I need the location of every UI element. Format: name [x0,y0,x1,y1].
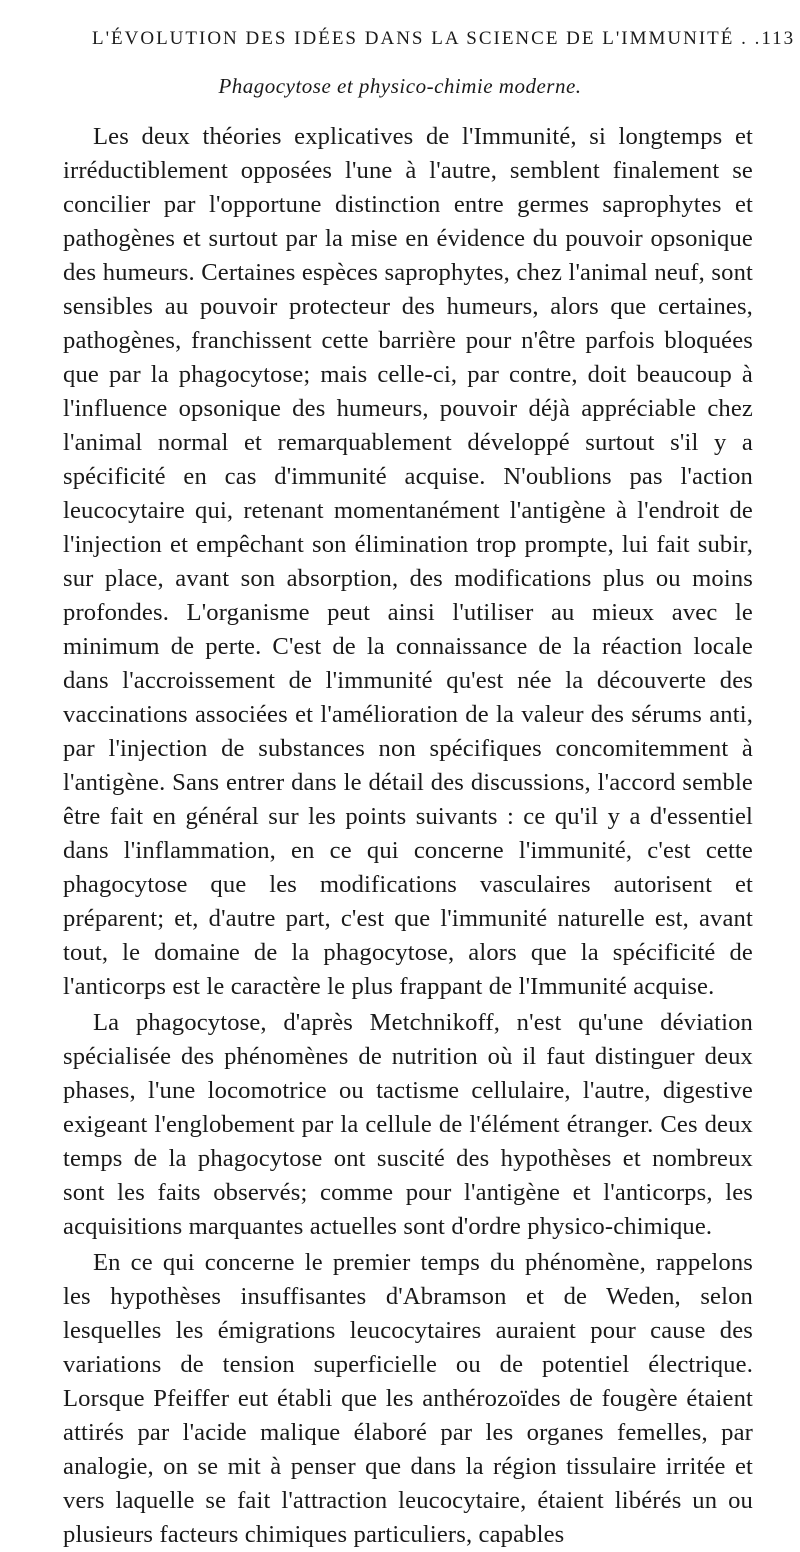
body-text [63,120,753,1552]
paragraph: Les deux théories explicatives de l'Immunité, si longtemps et irréductiblement opposées l'une à l'autre, semblent finalement se concilier par l'opportune distinction entre germes saprophytes et pathogènes et surtout par la mise en évidence du pouvoir opsonique des humeurs. Certaines espèces saprophytes, chez l'animal neuf, sont sensibles au pouvoir protecteur des humeurs, alors que certaines, pathogènes, franchissent cette barrière pour n'être parfois bloquées que par la phagocytose; mais celle-ci, par contre, doit beaucoup à l'influence opsonique des humeurs, pouvoir déjà appréciable chez l'animal normal et remarquablement développé surtout s'il y a spécificité en cas d'immunité acquise. N'oublions pas l'action leucocytaire qui, retenant momentanément l'antigène à l'endroit de l'injection et empêchant son élimination trop prompte, lui fait subir, sur place, avant son absorption, des modifications plus ou moins profondes. L'organisme peut ainsi l'utiliser au mieux avec le minimum de perte. C'est de la connaissance de la réaction locale dans l'accroissement de l'immunité qu'est née la découverte des vaccinations associées et l'amélioration de la valeur des sérums anti, par l'injection de substances non spécifiques concomitemment à l'antigène. Sans entrer dans le détail des discussions, l'accord semble être fait en général sur les points suivants : ce qu'il y a d'essentiel dans l'inflammation, en ce qui concerne l'immunité, c'est cette phagocytose que les modifications vasculaires autorisent et préparent; et, d'autre part, c'est que l'immunité naturelle est, avant tout, le domaine de la phagocytose, alors que la spécificité de l'anticorps est le caractère le plus frappant de l'Immunité acquise. [63,123,753,1000]
section-subtitle: Phagocytose et physico-chimie moderne. [218,74,582,98]
page-number: 113 [761,28,796,49]
paragraph: En ce qui concerne le premier temps du phénomène, rappelons les hypothèses insuffisantes d'Abramson et de Weden, selon lesquelles les émigrations leucocytaires auraient pour cause des variations de tension superficielle ou de potentiel électrique. Lorsque Pfeiffer eut établi que les anthérozoïdes de fougère étaient attirés par l'acide malique élaboré par les organes femelles, par analogie, on se mit à penser que dans la région tissulaire irritée et vers laquelle se fait l'attraction leucocytaire, étaient libérés un ou plusieurs facteurs chimiques particuliers, capables [63,1249,753,1548]
running-head [92,28,796,50]
running-title: L'ÉVOLUTION DES IDÉES DANS LA SCIENCE DE L'IMMUNITÉ . . [92,28,762,49]
paragraph: La phagocytose, d'après Metchnikoff, n'est qu'une déviation spécialisée des phénomènes de nutrition où il faut distinguer deux phases, l'une locomotrice ou tactisme cellulaire, l'autre, digestive exigeant l'englobement par la cellule de l'élément étranger. Ces deux temps de la phagocytose ont suscité des hypothèses et nombreux sont les faits observés; comme pour l'antigène et l'anticorps, les acquisitions marquantes actuelles sont d'ordre physico-chimique. [63,1009,753,1240]
